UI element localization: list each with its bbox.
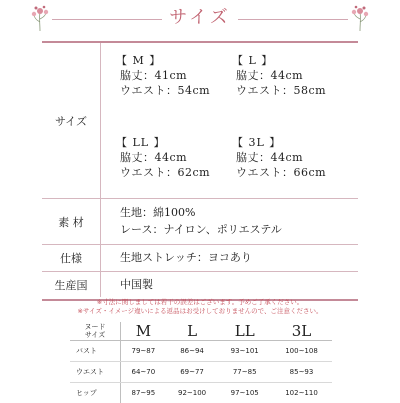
details-value [100, 245, 358, 271]
size-chart-cell: 69~77 [166, 362, 219, 383]
size-length: 脇丈：41cm [116, 68, 210, 83]
size-waist: ウエスト：62cm [116, 165, 210, 180]
flower-ornament-left-icon [30, 4, 50, 32]
size-chart-cell: 92~100 [166, 383, 219, 403]
size-chart-stub-header [70, 322, 121, 341]
size-block-3l [232, 135, 326, 180]
material-lines [120, 204, 282, 238]
details-line: 生地ストレッチ：ヨコあり [120, 249, 252, 266]
note-line: ※寸法に関しましては若干の誤差はございます。予めご了承ください。 [0, 298, 400, 307]
note-line: ※サイズ・イメージ違いによる返品はお受けしておりませんので、ご注意ください。 [0, 307, 400, 316]
origin-line: 中国製 [120, 276, 153, 293]
size-chart-row-bust [70, 341, 332, 362]
size-chart-cell: 87~95 [121, 383, 166, 403]
details-text [120, 249, 252, 266]
stub-header-line: ヌード [85, 323, 106, 331]
size-name: 【 M 】 [116, 53, 210, 68]
spec-label-material: 素 材 [42, 199, 101, 244]
size-chart-column-header: M [121, 322, 166, 341]
size-chart-cell: 97~105 [218, 383, 271, 403]
stub-header-line: サイズ [85, 331, 105, 339]
size-chart-row-label: バスト [70, 341, 121, 362]
size-chart-cell: 77~85 [218, 362, 271, 383]
size-chart-cell: 64~70 [121, 362, 166, 383]
nude-size-chart [70, 322, 332, 403]
spec-label-details: 仕様 [42, 245, 101, 271]
size-name: 【 LL 】 [116, 135, 210, 150]
size-waist: ウエスト：66cm [232, 165, 326, 180]
size-waist: ウエスト：58cm [232, 83, 326, 98]
size-measurements [100, 43, 358, 198]
size-chart-cell: 93~101 [218, 341, 271, 362]
size-chart-row-label: ヒップ [70, 383, 121, 403]
size-block-l [232, 53, 326, 98]
size-chart-column-header: LL [218, 322, 271, 341]
size-chart-cell: 102~110 [271, 383, 332, 403]
flower-ornament-right-icon [350, 4, 370, 32]
spec-label-origin: 生産国 [42, 272, 101, 297]
spec-row-details [42, 245, 358, 272]
size-length: 脇丈：44cm [116, 150, 210, 165]
size-name: 【 3L 】 [232, 135, 326, 150]
material-line: 生地：綿100% [120, 204, 282, 221]
material-line: レース：ナイロン、ポリエステル [120, 221, 282, 238]
page-title: サイズ [0, 3, 400, 29]
spec-label-size: サイズ [42, 43, 101, 198]
size-chart-column-header: L [166, 322, 219, 341]
size-chart-cell: 85~93 [271, 362, 332, 383]
size-length: 脇丈：44cm [232, 68, 326, 83]
size-block-ll [116, 135, 210, 180]
size-chart-row-waist [70, 362, 332, 383]
material-value [100, 199, 358, 244]
size-chart-column-header: 3L [271, 322, 332, 341]
size-chart-cell: 100~108 [271, 341, 332, 362]
size-chart-cell: 79~87 [121, 341, 166, 362]
size-chart-row-label: ウエスト [70, 362, 121, 383]
spec-row-origin [42, 272, 358, 297]
size-chart-header-row [70, 322, 332, 341]
size-waist: ウエスト：54cm [116, 83, 210, 98]
size-chart-cell: 86~94 [166, 341, 219, 362]
origin-value [100, 272, 358, 297]
size-block-m [116, 53, 210, 98]
size-length: 脇丈：44cm [232, 150, 326, 165]
disclaimer-notes [0, 298, 400, 316]
size-name: 【 L 】 [232, 53, 326, 68]
origin-text [120, 276, 153, 293]
size-chart-table [70, 322, 332, 403]
spec-table [42, 41, 358, 301]
spec-row-material [42, 199, 358, 245]
spec-row-size [42, 43, 358, 199]
